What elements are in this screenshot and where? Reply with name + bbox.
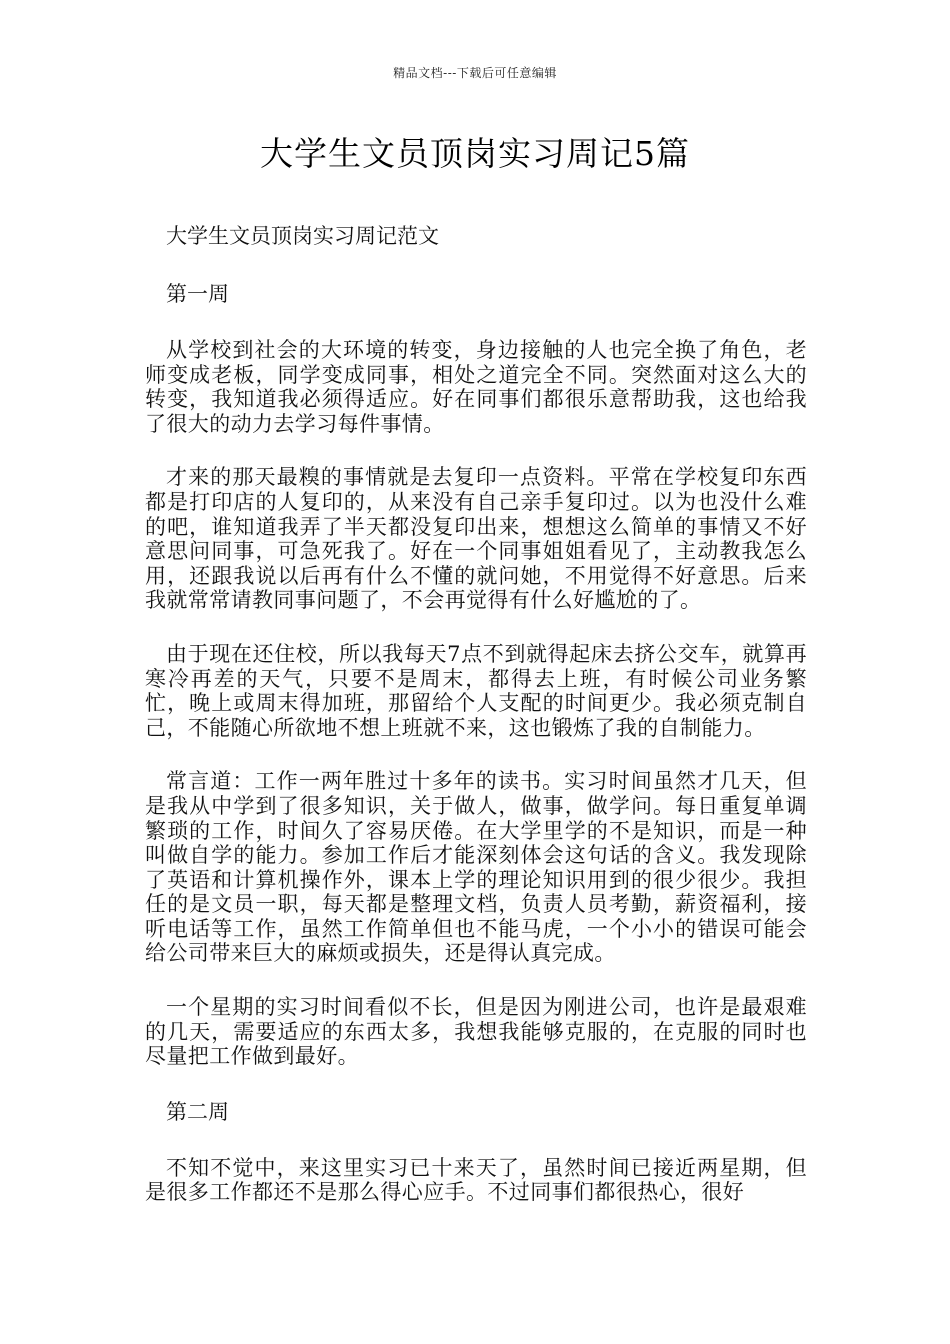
paragraph: 从学校到社会的大环境的转变，身边接触的人也完全换了角色，老师变成老板，同学变成同事，相处之道完全不同。突然面对这么大的转变，我知道我必须得适应。好在同事们都很乐意帮助我，这也给我了很大的动力去学习每件事情。 — [145, 338, 807, 436]
week1-heading: 第一周 — [166, 282, 229, 306]
paragraph: 不知不觉中，来这里实习已十来天了，虽然时间已接近两星期，但是很多工作都还不是那么得心应手。不过同事们都很热心，很好 — [145, 1155, 807, 1205]
paragraph: 常言道：工作一两年胜过十多年的读书。实习时间虽然才几天，但是我从中学到了很多知识，关于做人，做事，做学问。每日重复单调繁琐的工作，时间久了容易厌倦。在大学里学的不是知识，而是一种叫做自学的能力。参加工作后才能深刻体会这句话的含义。我发现除了英语和计算机操作外，课本上学的理论知识用到的很少很少。我担任的是文员一职，每天都是整理文档，负责人员考勤，薪资福利，接听电话等工作，虽然工作简单但也不能马虎，一个小小的错误可能会给公司带来巨大的麻烦或损失，还是得认真完成。 — [145, 769, 807, 966]
subtitle: 大学生文员顶岗实习周记范文 — [166, 224, 439, 248]
paragraph: 一个星期的实习时间看似不长，但是因为刚进公司，也许是最艰难的几天，需要适应的东西太多，我想我能够克服的，在克服的同时也尽量把工作做到最好。 — [145, 995, 807, 1069]
week2-heading: 第二周 — [166, 1099, 229, 1124]
page-header-note: 精品文档---下载后可任意编辑 — [393, 66, 557, 80]
paragraph: 才来的那天最糗的事情就是去复印一点资料。平常在学校复印东西都是打印店的人复印的，从来没有自己亲手复印过。以为也没什么难的吧，谁知道我弄了半天都没复印出来，想想这么简单的事情又不好意思问同事，可急死我了。好在一个同事姐姐看见了，主动教我怎么用，还跟我说以后再有什么不懂的就问她，不用觉得不好意思。后来我就常常请教同事问题了，不会再觉得有什么好尴尬的了。 — [145, 465, 807, 613]
document-body — [145, 222, 807, 1234]
paragraph: 由于现在还住校，所以我每天7点不到就得起床去挤公交车，就算再寒冷再差的天气，只要不是周末，都得去上班，有时候公司业务繁忙，晚上或周末得加班，那留给个人支配的时间更少。我必须克制自己，不能随心所欲地不想上班就不来，这也锻炼了我的自制能力。 — [145, 641, 807, 740]
page-title: 大学生文员顶岗实习周记5篇 — [260, 134, 690, 173]
